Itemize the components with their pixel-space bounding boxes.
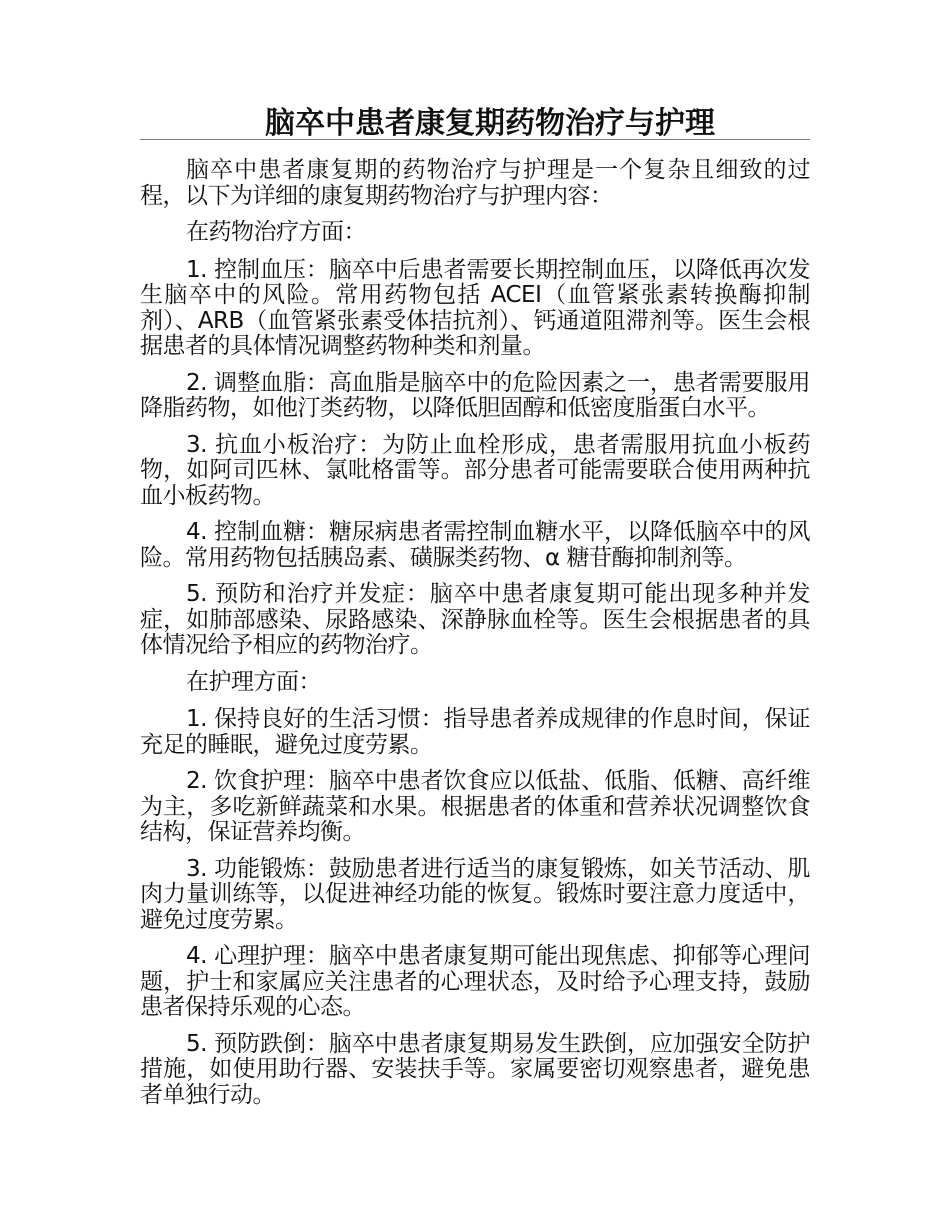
- drug-item-blood-sugar: 4. 控制血糖：糖尿病患者需控制血糖水平，以降低脑卒中的风险。常用药物包括胰岛素、磺脲类药物、α 糖苷酶抑制剂等。: [140, 519, 810, 571]
- intro-paragraph: 脑卒中患者康复期的药物治疗与护理是一个复杂且细致的过程，以下为详细的康复期药物治疗与护理内容：: [140, 157, 810, 209]
- title-underline: [140, 139, 810, 140]
- care-item-diet: 2. 饮食护理：脑卒中患者饮食应以低盐、低脂、低糖、高纤维为主，多吃新鲜蔬菜和水果。根据患者的体重和营养状况调整饮食结构，保证营养均衡。: [140, 768, 810, 845]
- drug-item-antiplatelet: 3. 抗血小板治疗：为防止血栓形成，患者需服用抗血小板药物，如阿司匹林、氯吡格雷等。部分患者可能需要联合使用两种抗血小板药物。: [140, 431, 810, 509]
- drug-item-complications: 5. 预防和治疗并发症：脑卒中患者康复期可能出现多种并发症，如肺部感染、尿路感染、深静脉血栓等。医生会根据患者的具体情况给予相应的药物治疗。: [140, 581, 810, 658]
- care-item-exercise: 3. 功能锻炼：鼓励患者进行适当的康复锻炼，如关节活动、肌肉力量训练等，以促进神经功能的恢复。锻炼时要注意力度适中，避免过度劳累。: [140, 855, 810, 933]
- drug-section-heading: 在药物治疗方面：: [186, 219, 366, 245]
- drug-item-blood-lipids: 2. 调整血脂：高血脂是脑卒中的危险因素之一，患者需要服用降脂药物，如他汀类药物，以降低胆固醇和低密度脂蛋白水平。: [140, 369, 810, 421]
- document-title: 脑卒中患者康复期药物治疗与护理: [265, 106, 715, 141]
- drug-item-blood-pressure: 1. 控制血压：脑卒中后患者需要长期控制血压，以降低再次发生脑卒中的风险。常用药物包括 ACEI（血管紧张素转换酶抑制剂）、ARB（血管紧张素受体拮抗剂）、钙通道阻滞剂等。医生会根据患者的具体情况调整药物种类和剂量。: [140, 256, 810, 359]
- care-item-fall-prevention: 5. 预防跌倒：脑卒中患者康复期易发生跌倒，应加强安全防护措施，如使用助行器、安装扶手等。家属要密切观察患者，避免患者单独行动。: [140, 1030, 810, 1108]
- care-section-heading: 在护理方面：: [186, 668, 321, 695]
- document-body: [140, 158, 810, 1119]
- care-item-habits: 1. 保持良好的生活习惯：指导患者养成规律的作息时间，保证充足的睡眠，避免过度劳累。: [140, 706, 810, 758]
- care-item-psychological: 4. 心理护理：脑卒中患者康复期可能出现焦虑、抑郁等心理问题，护士和家属应关注患者的心理状态，及时给予心理支持，鼓励患者保持乐观的心态。: [140, 943, 810, 1020]
